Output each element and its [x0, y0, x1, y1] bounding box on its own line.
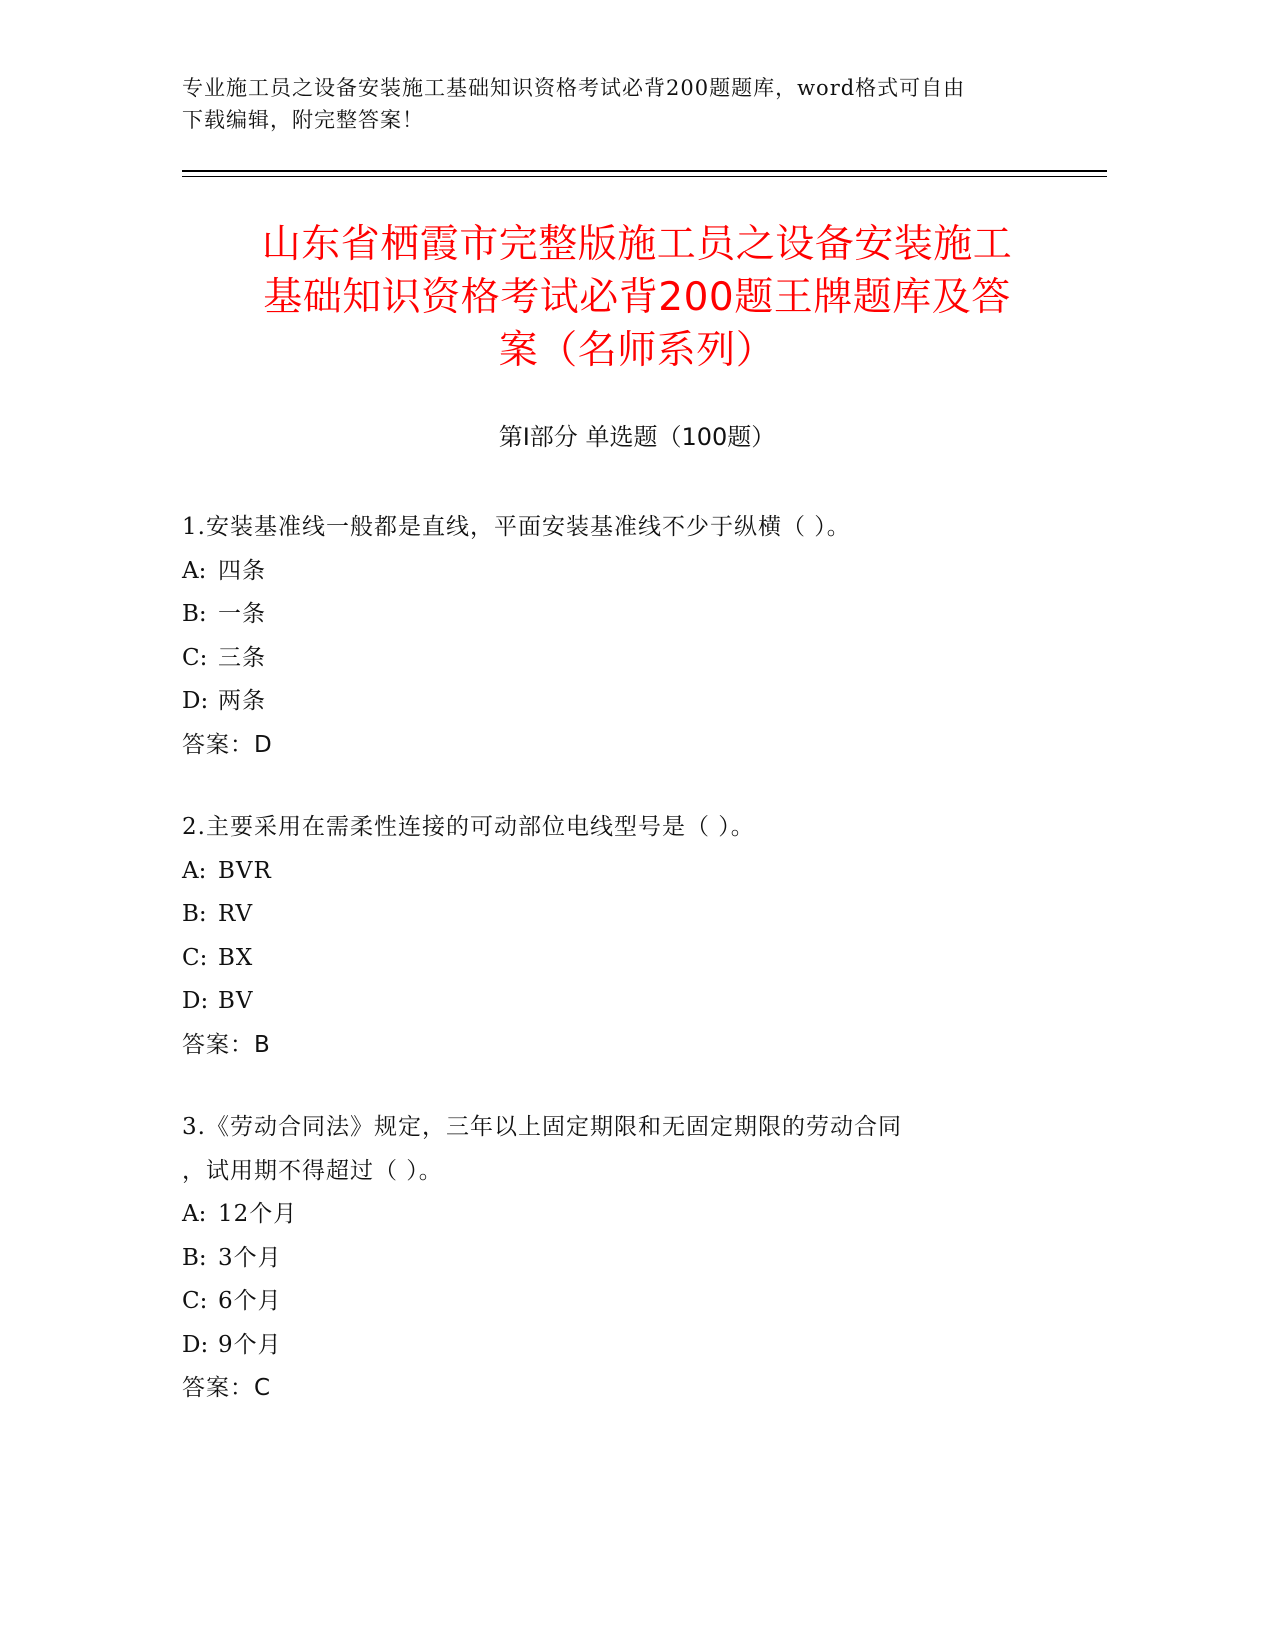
option-key: C: — [182, 1288, 208, 1314]
option-key: C: — [182, 944, 208, 971]
question-stem: 2.主要采用在需柔性连接的可动部位电线型号是（ ）。 — [182, 814, 755, 840]
answer-line — [182, 1024, 1092, 1068]
option-key: A: — [182, 557, 207, 584]
answer-label: 答案： — [182, 1031, 254, 1058]
option-a — [182, 850, 1092, 894]
section-heading: 第Ⅰ部分 单选题（100题） — [498, 423, 776, 451]
option-key: B: — [182, 1244, 207, 1271]
option-key: A: — [182, 1201, 207, 1227]
answer-label: 答案： — [182, 731, 254, 758]
question-list — [182, 506, 1092, 1450]
option-c — [182, 1280, 1092, 1324]
answer-value: B — [254, 1031, 271, 1058]
answer-label: 答案： — [182, 1375, 254, 1401]
header-note: 专业施工员之设备安装施工基础知识资格考试必背200题题库，word格式可自由 下载编辑，附完整答案！ — [182, 76, 966, 132]
option-d — [182, 680, 1092, 724]
option-text: 一条 — [218, 601, 266, 627]
answer-value: D — [254, 731, 273, 758]
option-key: D: — [182, 988, 209, 1014]
question-stem: 1.安装基准线一般都是直线，平面安装基准线不少于纵横（ ）。 — [182, 514, 851, 540]
option-a — [182, 1193, 1092, 1237]
option-key: B: — [182, 601, 207, 627]
question-item — [182, 506, 1092, 767]
option-d — [182, 1324, 1092, 1368]
option-text: 四条 — [218, 557, 266, 584]
option-text: RV — [218, 901, 254, 927]
option-b — [182, 1237, 1092, 1281]
option-key: A: — [182, 857, 207, 884]
option-text: 3个月 — [218, 1244, 282, 1271]
option-a — [182, 550, 1092, 594]
option-b — [182, 893, 1092, 937]
option-text: BV — [218, 988, 254, 1014]
header-divider-thick — [182, 170, 1107, 172]
option-text: 两条 — [218, 688, 266, 714]
option-c — [182, 937, 1092, 981]
option-key: D: — [182, 688, 209, 714]
option-b — [182, 593, 1092, 637]
question-stem: 3.《劳动合同法》规定，三年以上固定期限和无固定期限的劳动合同 ，试用期不得超过（ ）。 — [182, 1114, 902, 1184]
option-text: 12个月 — [218, 1201, 298, 1227]
option-text: 三条 — [218, 644, 266, 671]
option-key: D: — [182, 1331, 209, 1358]
answer-line — [182, 724, 1092, 768]
option-text: 9个月 — [218, 1331, 282, 1358]
document-title: 山东省栖霞市完整版施工员之设备安装施工 基础知识资格考试必背200题王牌题库及答 案（名师系列） — [261, 222, 1013, 373]
header-divider-thin — [182, 176, 1107, 177]
answer-line — [182, 1367, 1092, 1411]
option-d — [182, 980, 1092, 1024]
option-text: 6个月 — [218, 1288, 282, 1314]
answer-value: C — [254, 1375, 272, 1401]
question-item — [182, 806, 1092, 1067]
option-c — [182, 637, 1092, 681]
question-item — [182, 1106, 1092, 1411]
option-key: C: — [182, 644, 208, 671]
option-text: BX — [218, 944, 254, 971]
option-key: B: — [182, 901, 207, 927]
option-text: BVR — [218, 857, 272, 884]
